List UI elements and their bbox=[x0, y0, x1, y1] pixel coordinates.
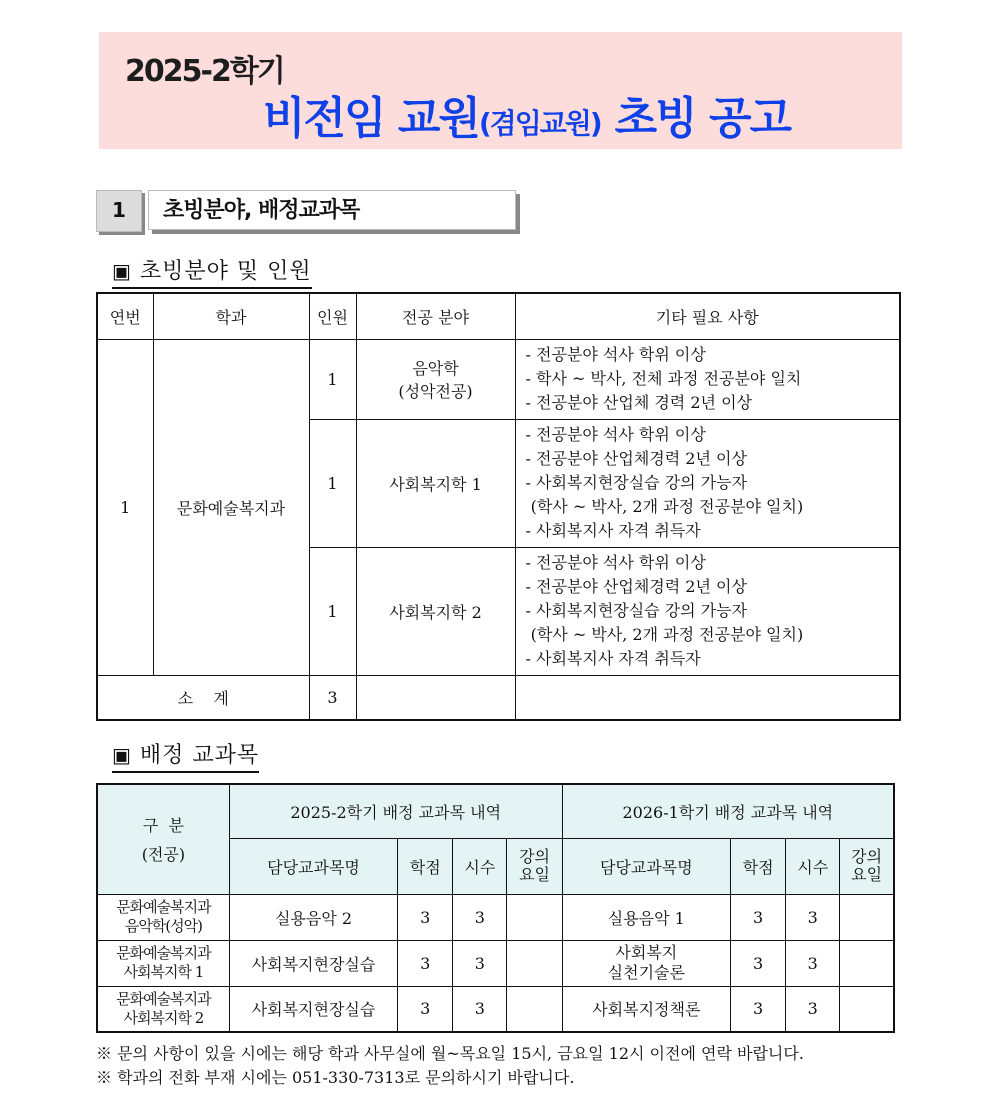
hours-cell: 3 bbox=[786, 894, 840, 940]
term-label: 2025-2학기 bbox=[125, 54, 284, 89]
count-cell: 1 bbox=[309, 339, 356, 419]
count-cell: 1 bbox=[309, 419, 356, 547]
header-requirements: 기타 필요 사항 bbox=[515, 293, 900, 339]
course-cell: 사회복지현장실습 bbox=[229, 940, 397, 986]
title-paren: (겸임교원) bbox=[478, 107, 601, 140]
hours-header: 시수 bbox=[453, 838, 507, 894]
square-marker-icon: ▣ bbox=[112, 259, 132, 283]
credits-header: 학점 bbox=[731, 838, 786, 894]
hours-cell: 3 bbox=[786, 986, 840, 1032]
day-cell bbox=[507, 986, 562, 1032]
hours-cell: 3 bbox=[786, 940, 840, 986]
table-row bbox=[97, 940, 894, 986]
square-marker-icon: ▣ bbox=[112, 743, 132, 767]
title-main: 비전임 교원 bbox=[263, 93, 479, 144]
division-header: 구 분 (전공) bbox=[97, 784, 229, 894]
title-banner bbox=[99, 32, 902, 149]
section-number: 1 bbox=[96, 190, 142, 232]
course-cell: 사회복지 실천기술론 bbox=[562, 940, 730, 986]
section-title: 초빙분야, 배정교과목 bbox=[148, 190, 516, 230]
semester-2025-2-header: 2025-2학기 배정 교과목 내역 bbox=[229, 784, 562, 838]
header-field: 전공 분야 bbox=[356, 293, 515, 339]
table-header-row bbox=[97, 293, 900, 339]
note-contact-hours: ※ 문의 사항이 있을 시에는 해당 학과 사무실에 월~목요일 15시, 금요일 12시 이전에 연락 바랍니다. bbox=[96, 1044, 804, 1063]
day-cell bbox=[507, 894, 562, 940]
requirements-cell: - 전공분야 석사 학위 이상 - 학사 ~ 박사, 전체 과정 전공분야 일치 - 전공분야 산업체 경력 2년 이상 bbox=[515, 339, 900, 419]
subtotal-label: 소 계 bbox=[97, 675, 309, 720]
notes bbox=[96, 1042, 900, 1090]
dept-cell: 문화예술복지과 사회복지학 1 bbox=[97, 940, 229, 986]
day-header: 강의 요일 bbox=[840, 838, 894, 894]
semester-header-row bbox=[97, 784, 894, 838]
table-row bbox=[97, 894, 894, 940]
table-row bbox=[97, 339, 900, 419]
hours-header: 시수 bbox=[786, 838, 840, 894]
requirements-cell: - 전공분야 석사 학위 이상 - 전공분야 산업체경력 2년 이상 - 사회복지현장실습 강의 가능자 (학사 ~ 박사, 2개 과정 전공분야 일치) - 사회복지사 자격 취득자 bbox=[515, 419, 900, 547]
dept-cell: 문화예술복지과 bbox=[153, 339, 309, 675]
course-cell: 실용음악 1 bbox=[562, 894, 730, 940]
dept-cell: 문화예술복지과 음악학(성악) bbox=[97, 894, 229, 940]
subheading-label: 배정 교과목 bbox=[139, 743, 260, 768]
header-count: 인원 bbox=[309, 293, 356, 339]
section-1-heading bbox=[96, 188, 526, 234]
header-seq: 연번 bbox=[97, 293, 153, 339]
empty-cell bbox=[515, 675, 900, 720]
credits-header: 학점 bbox=[398, 838, 453, 894]
credits-cell: 3 bbox=[398, 940, 453, 986]
day-cell bbox=[840, 894, 894, 940]
subheading-label: 초빙분야 및 인원 bbox=[139, 259, 312, 284]
field-cell: 음악학 (성악전공) bbox=[356, 339, 515, 419]
requirements-cell: - 전공분야 석사 학위 이상 - 전공분야 산업체경력 2년 이상 - 사회복지현장실습 강의 가능자 (학사 ~ 박사, 2개 과정 전공분야 일치) - 사회복지사 자격 취득자 bbox=[515, 547, 900, 675]
field-cell: 사회복지학 1 bbox=[356, 419, 515, 547]
day-cell bbox=[507, 940, 562, 986]
hours-cell: 3 bbox=[453, 986, 507, 1032]
day-header: 강의 요일 bbox=[507, 838, 562, 894]
credits-cell: 3 bbox=[731, 894, 786, 940]
course-header: 담당교과목명 bbox=[229, 838, 397, 894]
credits-cell: 3 bbox=[731, 940, 786, 986]
dept-cell: 문화예술복지과 사회복지학 2 bbox=[97, 986, 229, 1032]
subtotal-row bbox=[97, 675, 900, 720]
subheading-courses bbox=[112, 738, 259, 773]
note-phone: ※ 학과의 전화 부재 시에는 051-330-7313로 문의하시기 바랍니다. bbox=[96, 1068, 575, 1087]
title-end: 초빙 공고 bbox=[614, 93, 790, 144]
header-dept: 학과 bbox=[153, 293, 309, 339]
count-cell: 1 bbox=[309, 547, 356, 675]
recruitment-table bbox=[96, 292, 901, 721]
credits-cell: 3 bbox=[731, 986, 786, 1032]
credits-cell: 3 bbox=[398, 894, 453, 940]
hours-cell: 3 bbox=[453, 940, 507, 986]
course-cell: 실용음악 2 bbox=[229, 894, 397, 940]
empty-cell bbox=[356, 675, 515, 720]
credits-cell: 3 bbox=[398, 986, 453, 1032]
table-row bbox=[97, 986, 894, 1032]
course-cell: 사회복지정책론 bbox=[562, 986, 730, 1032]
seq-cell: 1 bbox=[97, 339, 153, 675]
hours-cell: 3 bbox=[453, 894, 507, 940]
course-header: 담당교과목명 bbox=[562, 838, 730, 894]
page-title bbox=[263, 82, 790, 146]
subtotal-value: 3 bbox=[309, 675, 356, 720]
semester-2026-1-header: 2026-1학기 배정 교과목 내역 bbox=[562, 784, 894, 838]
courses-table bbox=[96, 783, 895, 1033]
field-cell: 사회복지학 2 bbox=[356, 547, 515, 675]
subheading-recruitment bbox=[112, 254, 312, 289]
day-cell bbox=[840, 986, 894, 1032]
course-cell: 사회복지현장실습 bbox=[229, 986, 397, 1032]
day-cell bbox=[840, 940, 894, 986]
